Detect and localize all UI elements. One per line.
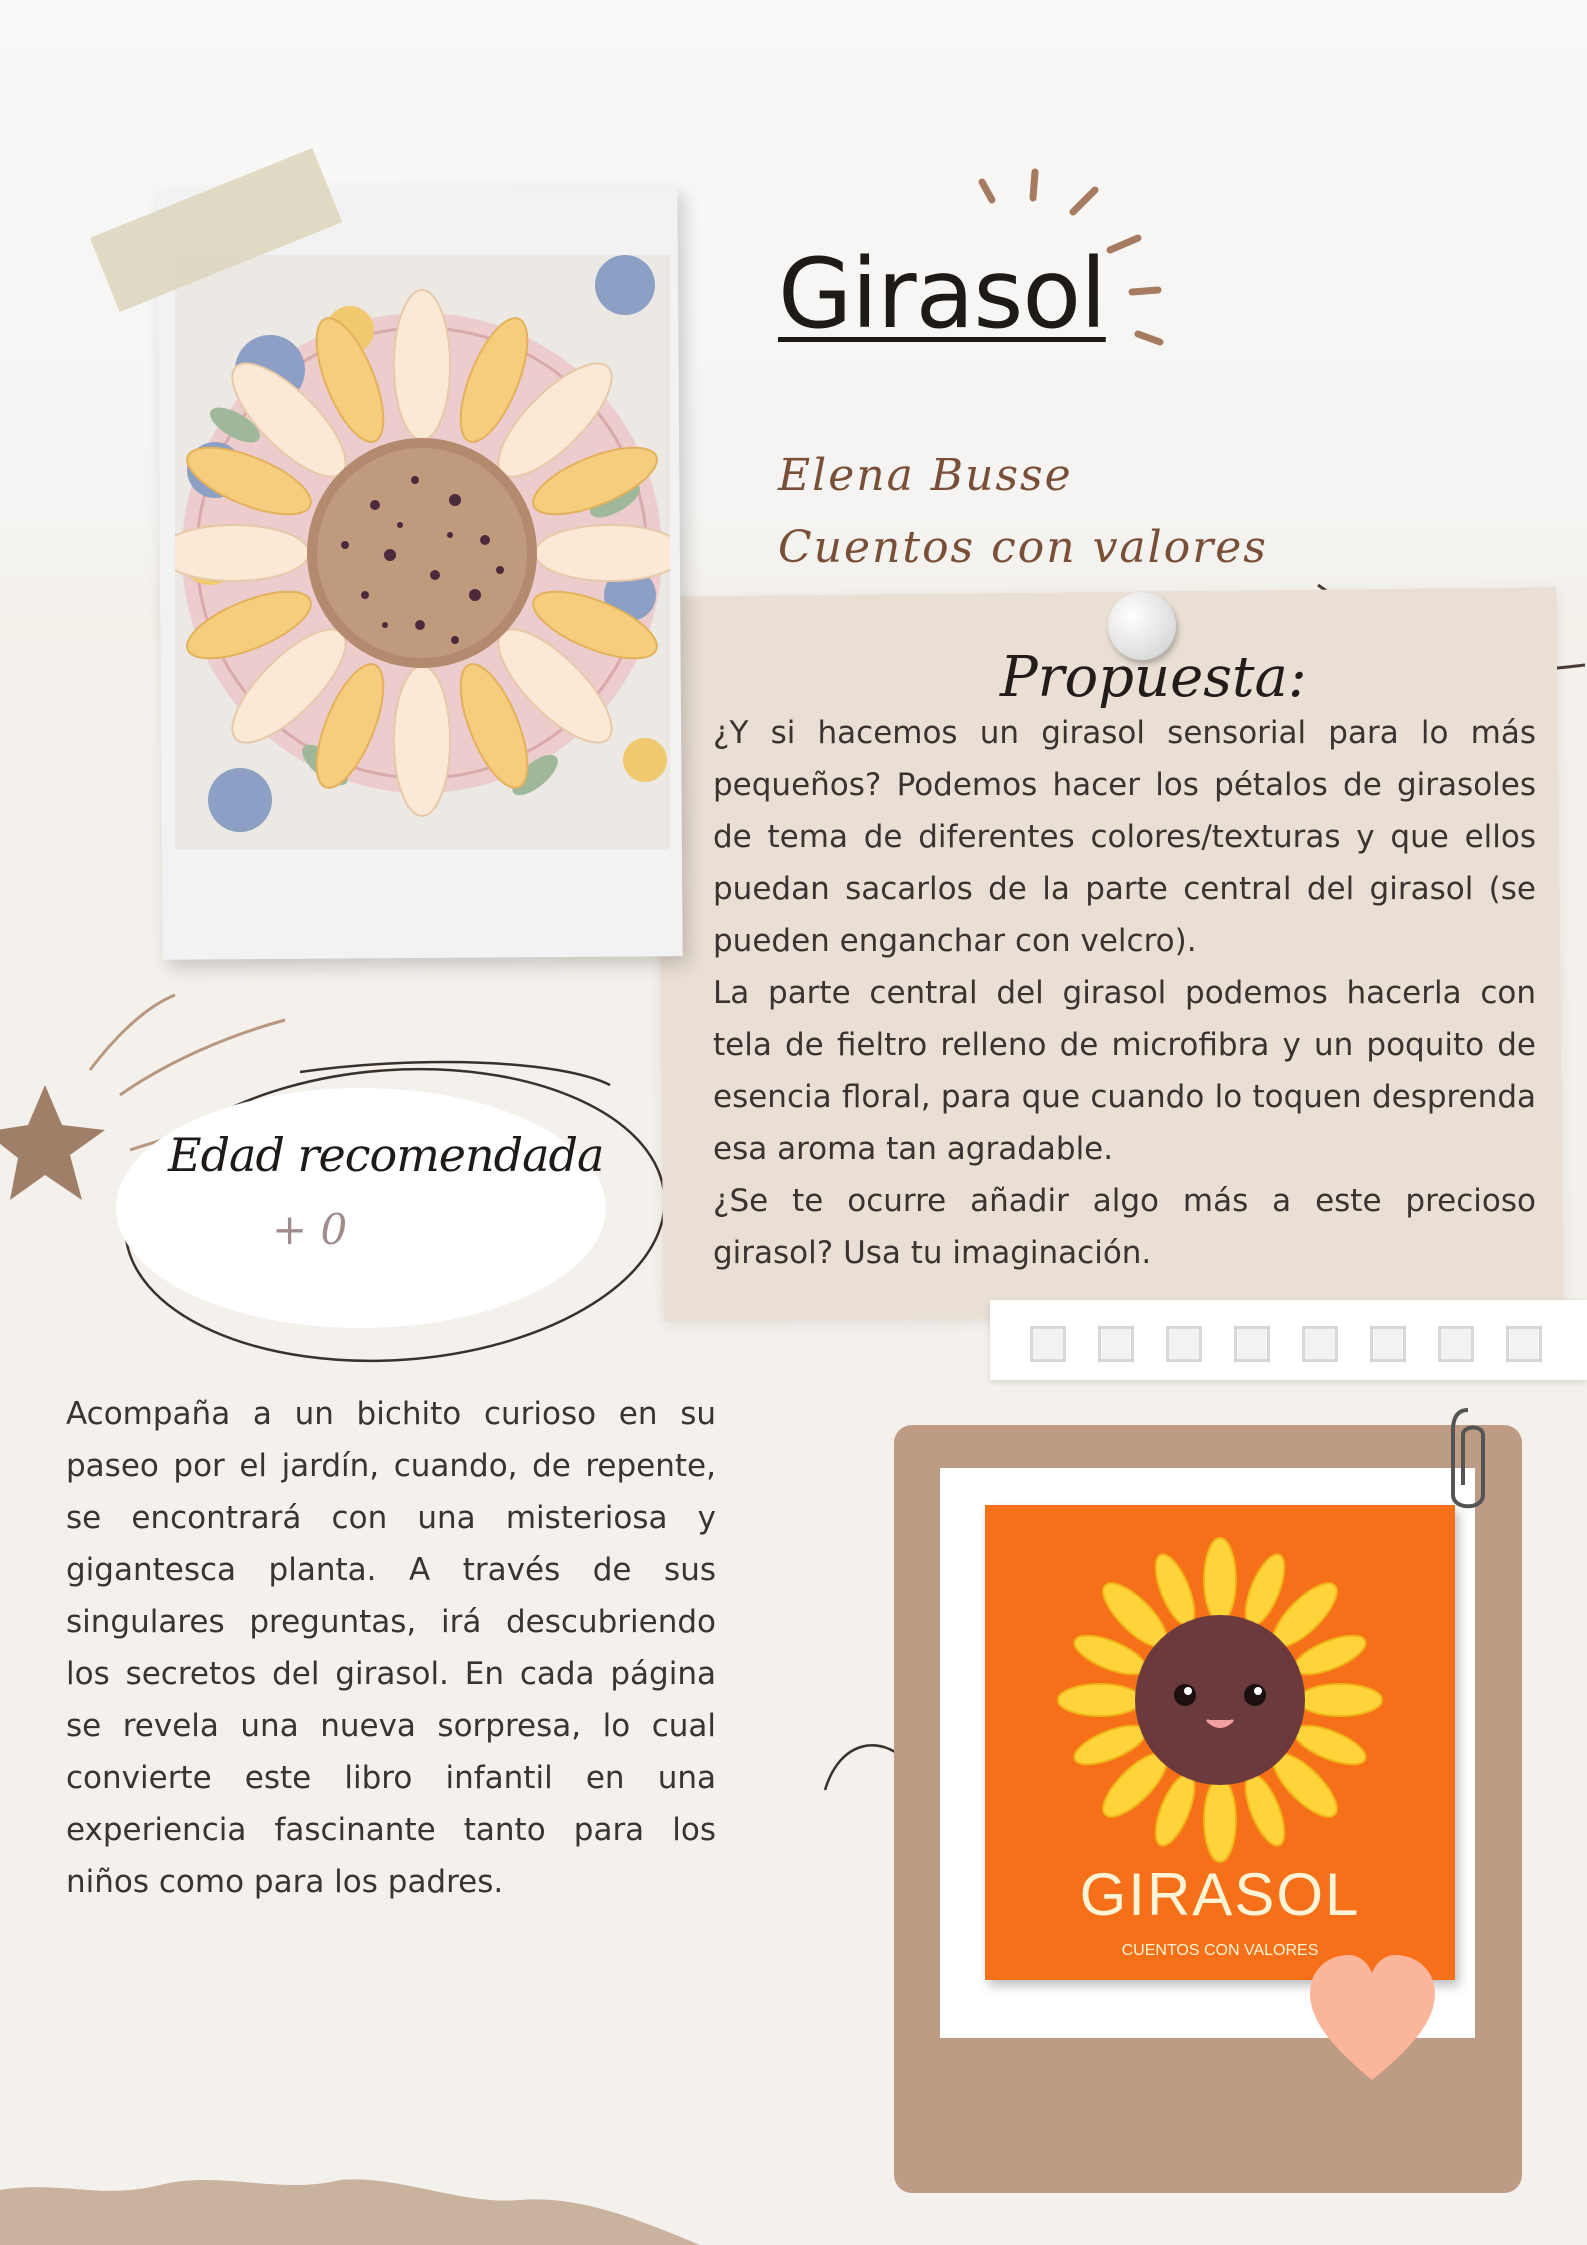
sensory-sunflower-photo [175, 255, 670, 850]
author-name: Elena Busse [778, 450, 1073, 501]
proposal-text [713, 707, 1536, 1279]
age-label: Edad recomendada [168, 1128, 604, 1182]
paperclip-icon [1448, 1400, 1488, 1520]
star-icon [0, 1085, 105, 1200]
proposal-paragraph: ¿Y si hacemos un girasol sensorial para lo más pequeños? Podemos hacer los pétalos de girasoles de tema de diferentes colores/texturas y que ellos puedan sacarlos de la parte central del girasol (se pueden enganchar con velcro). [713, 715, 1536, 959]
heart-icon [1310, 1955, 1435, 2085]
proposal-paragraph: ¿Se te ocurre añadir algo más a este precioso girasol? Usa tu imaginación. [713, 1183, 1536, 1271]
film-strip [990, 1300, 1587, 1380]
book-cover-title: GIRASOL [1079, 1861, 1361, 1928]
torn-paper-edge [0, 2160, 700, 2245]
proposal-title: Propuesta: [1000, 645, 1307, 710]
proposal-paragraph: La parte central del girasol podemos hacerla con tela de fieltro relleno de microfibra y un poquito de esencia floral, para que cuando lo toquen desprenda esa aroma tan agradable. [713, 975, 1536, 1167]
collection-name: Cuentos con valores [778, 522, 1268, 573]
age-value: + 0 [272, 1205, 348, 1254]
page-title: Girasol [778, 238, 1106, 350]
book-summary: Acompaña a un bichito curioso en su paseo por el jardín, cuando, de repente, se encontrará con una misteriosa y gigantesca planta. A través de sus singulares preguntas, irá descubriendo los secretos del girasol. En cada página se revela una nueva sorpresa, lo cual convierte este libro infantil en una experiencia fascinante tanto para los niños como para los padres. [66, 1396, 716, 1900]
age-oval [116, 1088, 606, 1328]
book-cover-subtitle: CUENTOS CON VALORES [1121, 1942, 1319, 1959]
